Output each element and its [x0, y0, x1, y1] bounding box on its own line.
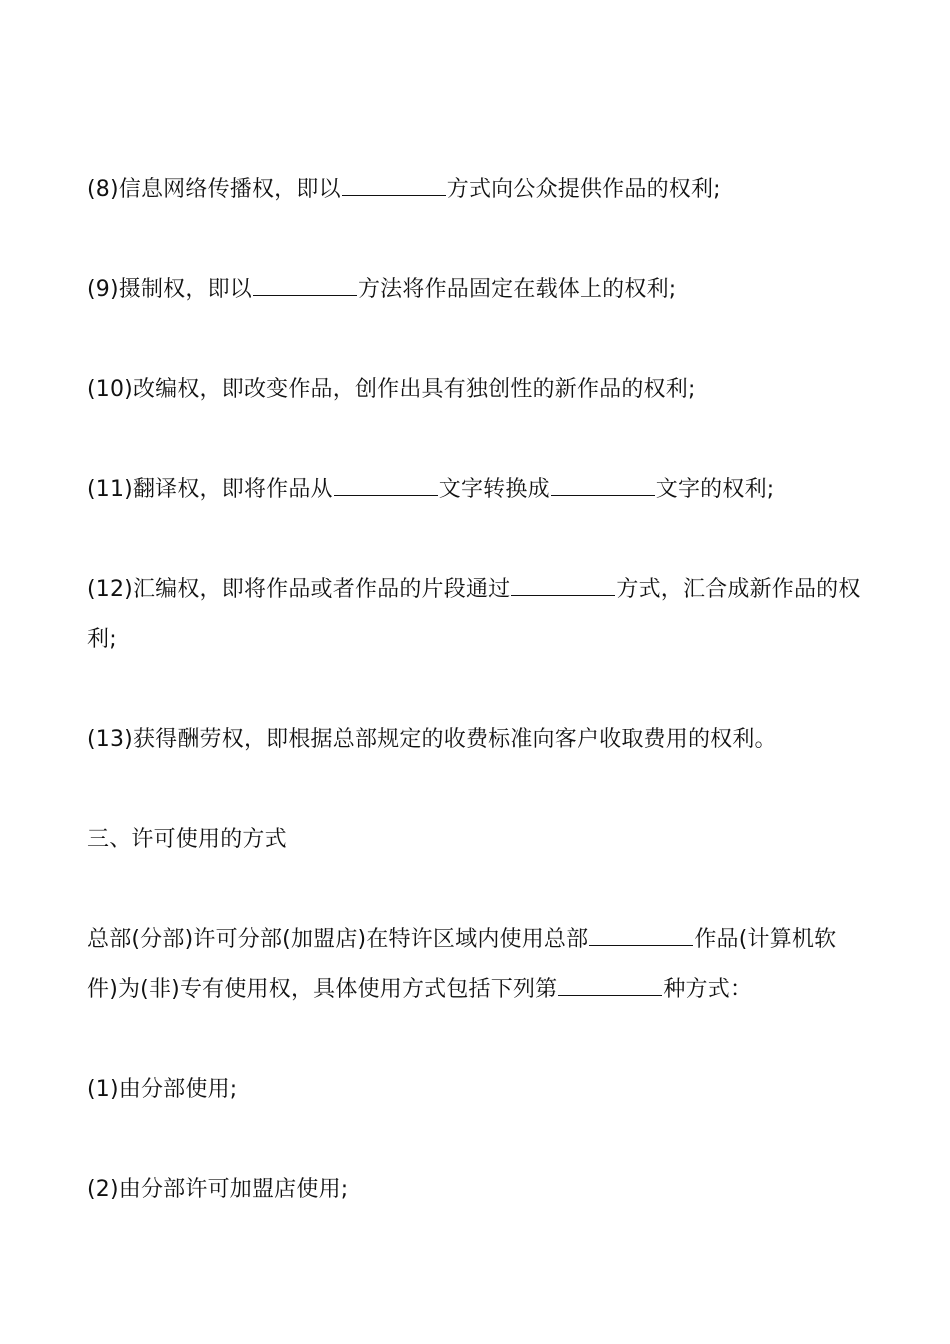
fill-in-blank[interactable] [589, 923, 693, 946]
license-paragraph [87, 915, 867, 1015]
paragraph-item-13 [87, 715, 867, 765]
paragraph-item-9 [87, 265, 867, 315]
paragraph-text: 方式，汇合成新作品的权利; [87, 577, 861, 652]
paragraph-item-11 [87, 465, 867, 515]
paragraph-text: (2)由分部许可加盟店使用; [87, 1177, 349, 1202]
fill-in-blank[interactable] [253, 273, 357, 296]
paragraph-text: (9)摄制权，即以 [87, 277, 252, 302]
heading-text: 三、许可使用的方式 [87, 827, 287, 852]
paragraph-item-10 [87, 365, 867, 415]
fill-in-blank[interactable] [334, 473, 438, 496]
paragraph-text: 文字的权利; [655, 477, 775, 502]
section-heading [87, 815, 867, 865]
document-body [87, 165, 867, 1265]
paragraph-text: 方法将作品固定在载体上的权利; [357, 277, 677, 302]
paragraph-text: 方式向公众提供作品的权利; [446, 177, 721, 202]
paragraph-text: (11)翻译权，即将作品从 [87, 477, 333, 502]
paragraph-item-12 [87, 565, 867, 665]
paragraph-text: 总部(分部)许可分部(加盟店)在特许区域内使用总部 [87, 927, 589, 952]
method-item-2 [87, 1165, 867, 1215]
paragraph-text: (1)由分部使用; [87, 1077, 238, 1102]
paragraph-text: 作品(计算机软件)为(非)专有使用权，具体使用方式包括下列第 [87, 927, 837, 1002]
fill-in-blank[interactable] [551, 473, 655, 496]
method-item-1 [87, 1065, 867, 1115]
fill-in-blank[interactable] [511, 573, 615, 596]
fill-in-blank[interactable] [342, 173, 446, 196]
paragraph-text: (8)信息网络传播权，即以 [87, 177, 341, 202]
paragraph-text: (12)汇编权，即将作品或者作品的片段通过 [87, 577, 511, 602]
paragraph-item-8 [87, 165, 867, 215]
paragraph-text: (13)获得酬劳权，即根据总部规定的收费标准向客户收取费用的权利。 [87, 727, 777, 752]
paragraph-text: 种方式： [663, 977, 753, 1002]
paragraph-text: (10)改编权，即改变作品，创作出具有独创性的新作品的权利; [87, 377, 696, 402]
fill-in-blank[interactable] [558, 973, 662, 996]
paragraph-text: 文字转换成 [438, 477, 550, 502]
